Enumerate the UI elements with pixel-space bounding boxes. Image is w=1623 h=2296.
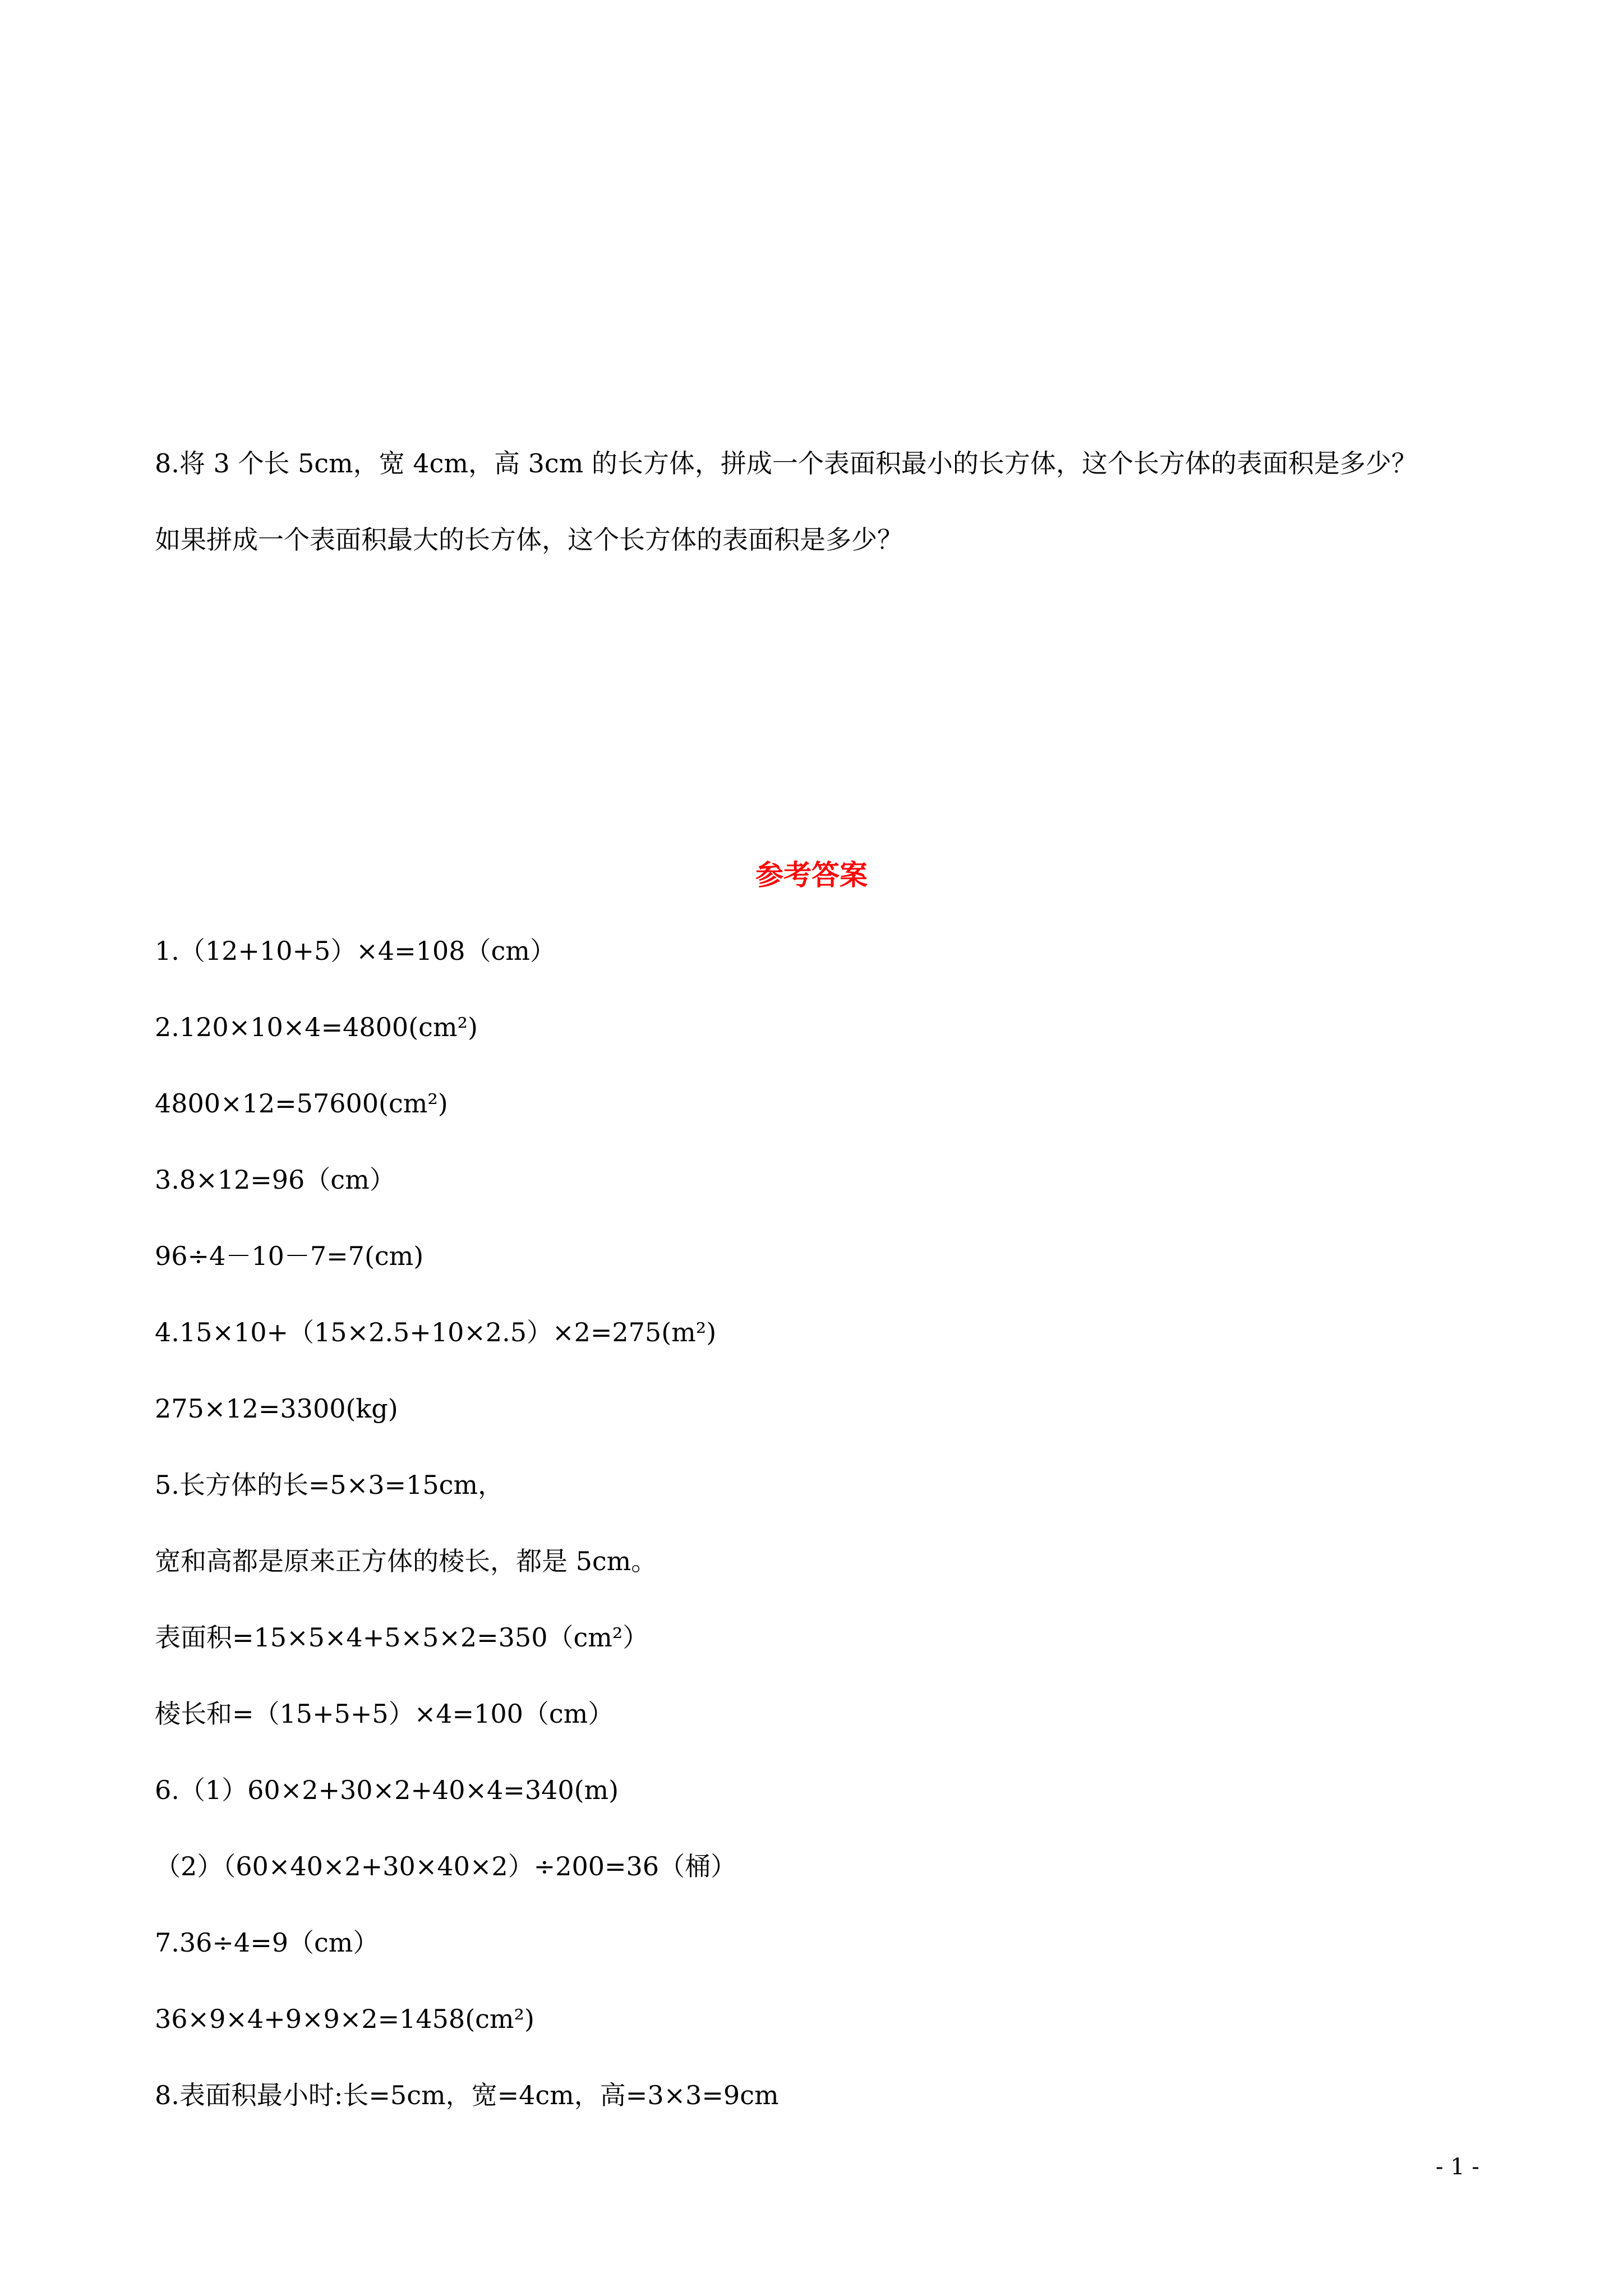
answer-line: 棱长和=（15+5+5）×4=100（cm） xyxy=(155,1699,614,1729)
answer-line: 3.8×12=96（cm） xyxy=(155,1165,395,1195)
answer-line: 7.36÷4=9（cm） xyxy=(155,1927,379,1958)
answer-line: 96÷4－10－7=7(cm) xyxy=(155,1241,424,1271)
answer-line: 6.（1）60×2+30×2+40×4=340(m) xyxy=(155,1775,619,1805)
answer-line: 8.表面积最小时:长=5cm，宽=4cm，高=3×3=9cm xyxy=(155,2080,779,2110)
page-number: - 1 - xyxy=(1436,2154,1479,2180)
answer-line: 36×9×4+9×9×2=1458(cm²) xyxy=(155,2004,534,2034)
answer-line: 2.120×10×4=4800(cm²) xyxy=(155,1012,478,1042)
answer-line: 4.15×10+（15×2.5+10×2.5）×2=275(m²) xyxy=(155,1317,717,1347)
question-8-line-2: 如果拼成一个表面积最大的长方体，这个长方体的表面积是多少？ xyxy=(155,524,903,555)
answer-line: 宽和高都是原来正方体的棱长，都是 5cm。 xyxy=(155,1546,657,1576)
answer-title: 参考答案 xyxy=(755,858,868,891)
answer-line: 5.长方体的长=5×3=15cm， xyxy=(155,1470,504,1500)
answer-line: 275×12=3300(kg) xyxy=(155,1393,398,1424)
answer-line: 表面积=15×5×4+5×5×2=350（cm²） xyxy=(155,1622,649,1653)
answer-line: 4800×12=57600(cm²) xyxy=(155,1088,448,1119)
answer-line: （2）（60×40×2+30×40×2）÷200=36（桶） xyxy=(155,1851,737,1881)
question-8-line-1: 8.将 3 个长 5cm，宽 4cm，高 3cm 的长方体，拼成一个表面积最小的长方体，这个长方体的表面积是多少？ xyxy=(155,448,1417,478)
answer-line: 1.（12+10+5）×4=108（cm） xyxy=(155,936,556,966)
